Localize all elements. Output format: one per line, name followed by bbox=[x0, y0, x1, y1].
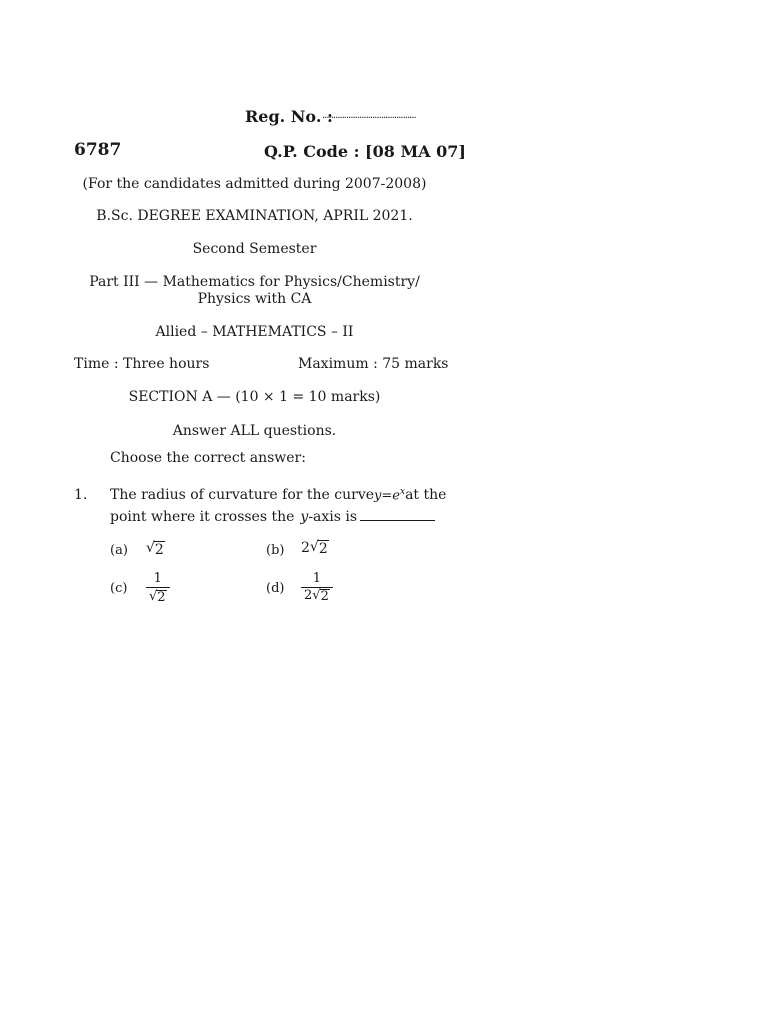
radical-sign: √ bbox=[146, 540, 155, 556]
part-line-1: Part III — Mathematics for Physics/Chemistry/ bbox=[89, 274, 420, 290]
option-c-numerator: 1 bbox=[153, 571, 162, 586]
math-exponent-x: x bbox=[400, 487, 406, 497]
question-number: 1. bbox=[74, 487, 88, 503]
option-a-value bbox=[146, 540, 165, 558]
question-text-line-2 bbox=[110, 509, 435, 525]
radical-sign: √ bbox=[312, 587, 321, 603]
math-e: e bbox=[392, 488, 400, 504]
option-c-sqrt bbox=[149, 590, 167, 606]
maximum-marks: Maximum : 75 marks bbox=[298, 356, 449, 372]
question-text-b: at the bbox=[405, 487, 447, 504]
question-text-c: point where it crosses the bbox=[110, 509, 295, 525]
admission-note: (For the candidates admitted during 2007-2008) bbox=[82, 176, 427, 192]
option-d-numerator: 1 bbox=[312, 571, 322, 586]
degree-line: B.Sc. DEGREE EXAMINATION, APRIL 2021. bbox=[96, 208, 413, 224]
question-text-d: -axis is bbox=[308, 509, 358, 525]
option-d-sqrt bbox=[312, 589, 330, 605]
option-d-coefficient: 2 bbox=[304, 587, 313, 603]
math-y: y bbox=[374, 488, 382, 504]
part-line-2: Physics with CA bbox=[197, 291, 312, 307]
radical-sign: √ bbox=[149, 588, 158, 604]
option-b-radicand: 2 bbox=[318, 541, 328, 557]
curve-equation bbox=[374, 487, 405, 503]
reg-no-blank: ........................................... bbox=[322, 110, 416, 121]
answer-blank bbox=[360, 520, 435, 521]
question-text-a: The radius of curvature for the curve bbox=[110, 487, 375, 504]
option-a-radicand: 2 bbox=[154, 542, 164, 558]
option-d-label: (d) bbox=[266, 581, 285, 596]
choose-instruction: Choose the correct answer: bbox=[110, 450, 306, 466]
option-c-label: (c) bbox=[110, 581, 128, 596]
question-text-line-1 bbox=[110, 487, 447, 504]
option-d-value bbox=[301, 571, 333, 605]
option-c-denominator bbox=[146, 587, 170, 606]
option-c-radicand: 2 bbox=[157, 589, 166, 605]
math-y-axis: y bbox=[300, 509, 309, 525]
reg-no-label: Reg. No. : bbox=[245, 107, 333, 126]
option-b-label: (b) bbox=[266, 543, 285, 558]
section-instruction: Answer ALL questions. bbox=[172, 423, 337, 439]
time-allowed: Time : Three hours bbox=[74, 356, 210, 372]
option-a-label: (a) bbox=[110, 543, 128, 558]
option-d-denominator bbox=[301, 587, 333, 605]
option-c-fraction bbox=[146, 571, 170, 606]
subject: Allied – MATHEMATICS – II bbox=[155, 324, 354, 340]
section-title: SECTION A — (10 × 1 = 10 marks) bbox=[128, 389, 381, 405]
option-c-value bbox=[146, 571, 170, 606]
option-b-coefficient: 2 bbox=[301, 540, 310, 556]
option-a-sqrt bbox=[146, 541, 165, 558]
option-b-value bbox=[301, 540, 329, 557]
math-equals: = bbox=[381, 488, 393, 504]
option-b-sqrt bbox=[310, 540, 329, 557]
radical-sign: √ bbox=[309, 539, 319, 555]
option-d-fraction bbox=[301, 571, 333, 605]
option-d-radicand: 2 bbox=[320, 588, 329, 604]
semester: Second Semester bbox=[192, 241, 317, 257]
qp-code: Q.P. Code : [08 MA 07] bbox=[264, 142, 466, 161]
paper-number: 6787 bbox=[74, 140, 122, 160]
